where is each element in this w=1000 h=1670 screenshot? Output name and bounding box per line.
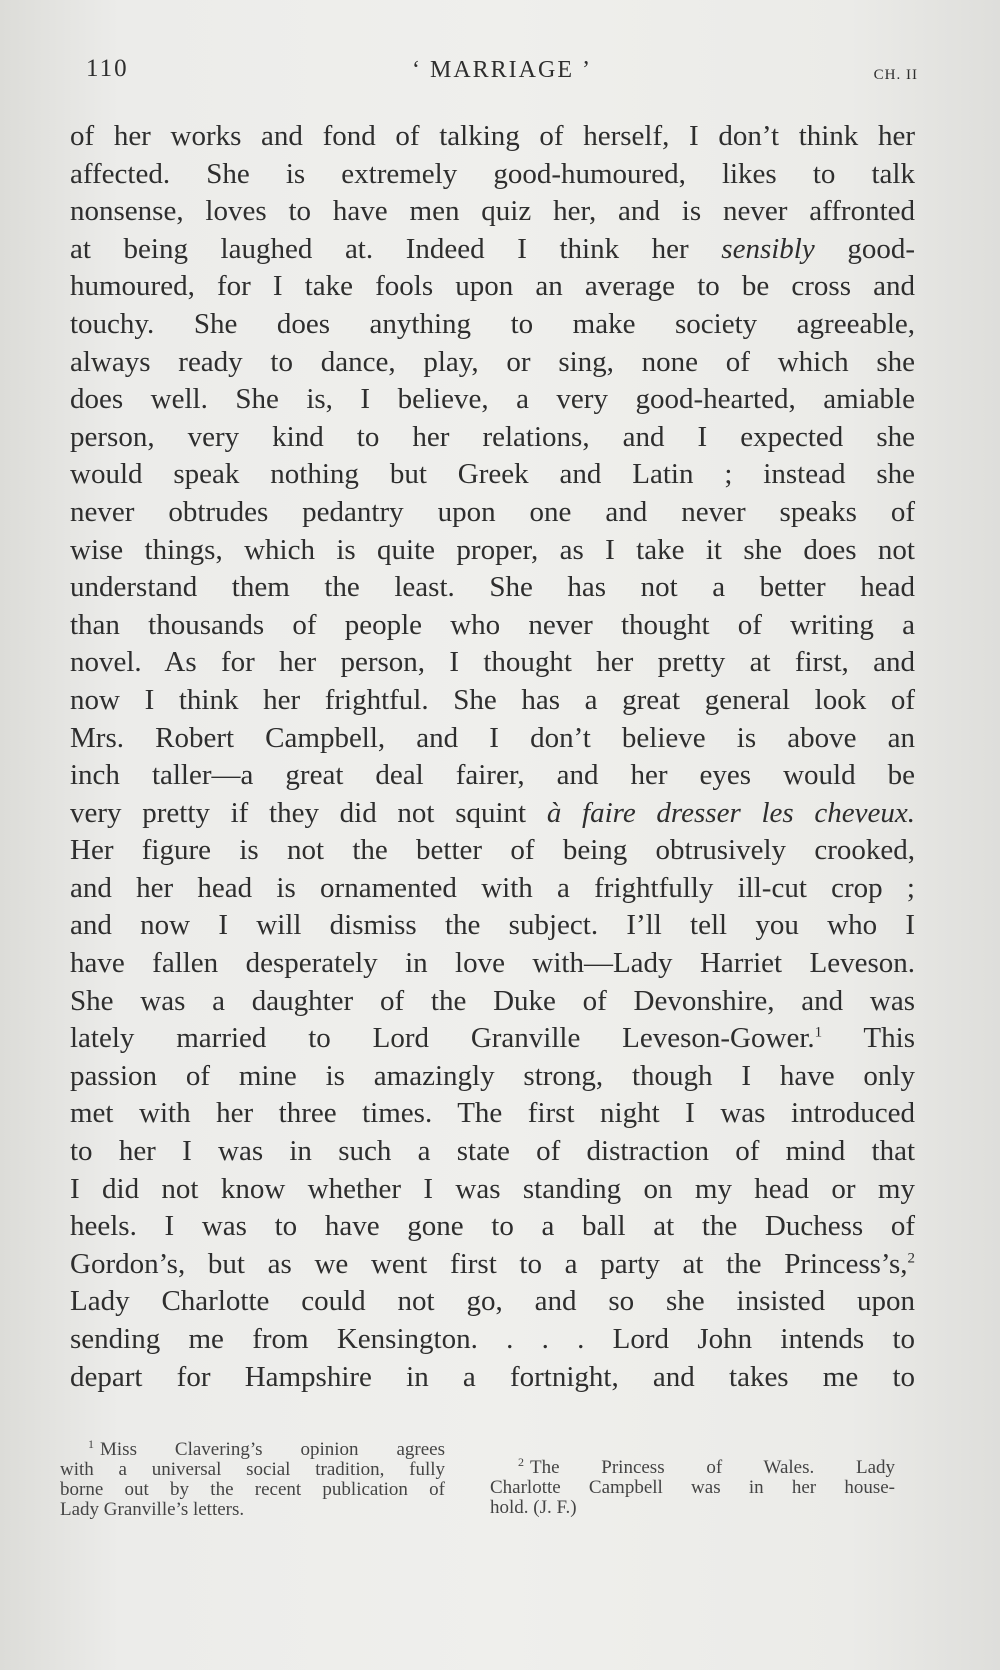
text-line-with-footnote-ref [70,1246,915,1284]
text-line: to her I was in such a state of distraction of mind that [70,1135,915,1168]
text-line: does well. She is, I believe, a very good-hearted, amiable [70,383,915,416]
running-head [86,55,918,95]
text-line: and her head is ornamented with a frightfully ill-cut crop ; [70,871,915,904]
footnote-text: The Princess of Wales. Lady [530,1457,895,1478]
text-line: touchy. She does anything to make society agreeable, [70,307,915,340]
text-line: humoured, for I take fools upon an average to be cross and [70,270,915,303]
text-line: and now I will dismiss the subject. I’ll tell you who I [70,909,915,942]
running-title: ‘ MARRIAGE ’ [412,57,592,83]
text-segment: good- [814,232,915,265]
footnote-reference: 1 [814,1024,823,1041]
footnote-mark: 2 [518,1454,524,1469]
footnote-line: with a universal social tradition, fully [60,1459,445,1480]
text-segment: Gordon’s, but as we went first to a party at the Princess’s, [70,1247,908,1280]
text-line-with-italic [70,231,915,269]
italic-word: sensibly [721,232,815,265]
text-line-with-italic [70,795,915,833]
text-line: wise things, which is quite proper, as I take it she does not [70,533,915,566]
footnote-line: hold. (J. F.) [490,1497,577,1518]
footnote-line [60,1436,445,1460]
text-line-with-footnote-ref [70,1020,915,1058]
text-line: Her figure is not the better of being obtrusively crooked, [70,834,915,867]
footnote-text: Miss Clavering’s opinion agrees [100,1439,445,1460]
text-line: Mrs. Robert Campbell, and I don’t believe is above an [70,721,915,754]
text-segment: very pretty if they did not squint [70,796,547,829]
body-text [70,118,915,1396]
text-line: of her works and fond of talking of herself, I don’t think her [70,120,915,152]
text-line: now I think her frightful. She has a great general look of [70,683,915,716]
text-segment: This [822,1022,915,1055]
text-line: I did not know whether I was standing on my head or my [70,1172,915,1205]
text-line: heels. I was to have gone to a ball at the Duchess of [70,1210,915,1243]
text-segment: at being laughed at. Indeed I think her [70,232,722,265]
footnote-mark: 1 [88,1436,94,1451]
text-line: never obtrudes pedantry upon one and never speaks of [70,495,915,528]
italic-phrase: à faire dresser les cheveux. [546,796,915,829]
text-line: understand them the least. She has not a better head [70,571,915,604]
page-number: 110 [86,55,129,82]
footnotes [60,1436,895,1540]
footnote-2 [490,1454,895,1518]
text-line: nonsense, loves to have men quiz her, and is never affronted [70,195,915,228]
text-line: person, very kind to her relations, and I expected she [70,420,915,453]
footnote-line: borne out by the recent publication of [60,1479,445,1500]
text-line: met with her three times. The first night I was introduced [70,1097,915,1130]
text-line: sending me from Kensington. . . . Lord John intends to [70,1323,915,1355]
text-line: always ready to dance, play, or sing, none of which she [70,345,915,378]
footnote-line: Charlotte Campbell was in her house- [490,1477,895,1498]
text-line: passion of mine is amazingly strong, though I have only [70,1059,915,1092]
footnote-1 [60,1436,445,1520]
text-line: affected. She is extremely good-humoured, likes to talk [70,157,915,190]
chapter-mark: CH. II [873,67,918,83]
footnote-reference: 2 [907,1250,915,1267]
footnote-line [490,1454,895,1478]
text-line: depart for Hampshire in a fortnight, and takes me to [70,1360,915,1393]
text-line: She was a daughter of the Duke of Devonshire, and was [70,984,915,1017]
text-line: inch taller—a great deal fairer, and her eyes would be [70,759,915,792]
text-line: would speak nothing but Greek and Latin ; instead she [70,458,915,491]
text-line: have fallen desperately in love with—Lady Harriet Leveson. [70,947,915,980]
text-segment: lately married to Lord Granville Leveson-Gower. [70,1022,815,1055]
text-line: novel. As for her person, I thought her pretty at first, and [70,646,915,679]
text-line: than thousands of people who never thought of writing a [70,608,915,641]
footnote-line: Lady Granville’s letters. [60,1499,245,1520]
text-line: Lady Charlotte could not go, and so she insisted upon [70,1285,915,1318]
